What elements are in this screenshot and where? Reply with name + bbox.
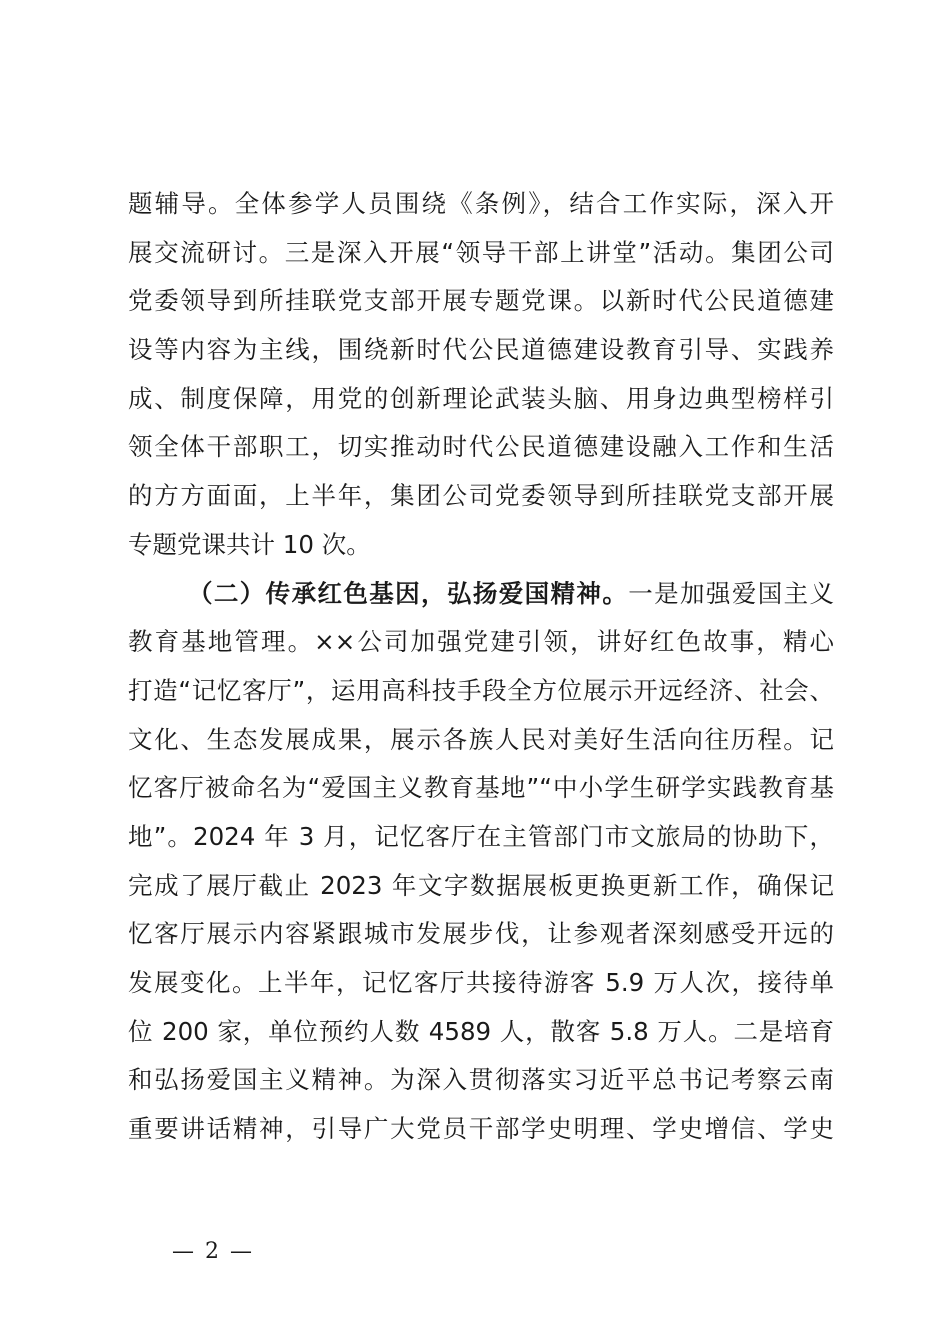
- text-line: 党委领导到所挂联党支部开展专题党课。以新时代公民道德建: [128, 286, 834, 316]
- text-line: 成、制度保障，用党的创新理论武装头脑、用身边典型榜样引: [128, 383, 834, 413]
- text-line: 地”。2024 年 3 月，记忆客厅在主管部门市文旅局的协助下，: [128, 821, 834, 851]
- text-line: 题辅导。全体参学人员围绕《条例》，结合工作实际，深入开: [128, 189, 834, 218]
- section-first-line-text: 一是加强爱国主义: [628, 578, 835, 608]
- body-text: [128, 180, 834, 1154]
- text-line: 完成了展厅截止 2023 年文字数据展板更换更新工作，确保记: [128, 870, 834, 900]
- page-number: — 2 —: [172, 1239, 254, 1264]
- text-line: 文化、生态发展成果，展示各族人民对美好生活向往历程。记: [128, 724, 834, 754]
- section-heading: （二）传承红色基因，弘扬爱国精神。: [188, 578, 629, 608]
- text-line: 位 200 家，单位预约人数 4589 人，散客 5.8 万人。二是培育: [128, 1016, 834, 1046]
- text-line: 发展变化。上半年，记忆客厅共接待游客 5.9 万人次，接待单: [128, 968, 834, 997]
- section-first-line: [128, 570, 834, 619]
- text-line: 设等内容为主线，围绕新时代公民道德建设教育引导、实践养: [128, 335, 834, 365]
- text-line: 专题党课共计 10 次。: [128, 529, 371, 559]
- text-line: 忆客厅被命名为“爱国主义教育基地”“中小学生研学实践教育基: [128, 773, 834, 803]
- text-line: 重要讲话精神，引导广大党员干部学史明理、学史增信、学史: [128, 1114, 834, 1144]
- text-line: 忆客厅展示内容紧跟城市发展步伐，让参观者深刻感受开远的: [128, 919, 834, 949]
- text-line: 展交流研讨。三是深入开展“领导干部上讲堂”活动。集团公司: [128, 237, 834, 267]
- text-line: 打造“记忆客厅”，运用高科技手段全方位展示开远经济、社会、: [128, 675, 834, 705]
- text-line: 教育基地管理。××公司加强党建引领，讲好红色故事，精心: [128, 627, 834, 657]
- text-line: 的方方面面，上半年，集团公司党委领导到所挂联党支部开展: [128, 481, 834, 511]
- text-line: 和弘扬爱国主义精神。为深入贯彻落实习近平总书记考察云南: [128, 1065, 834, 1095]
- text-line: 领全体干部职工，切实推动时代公民道德建设融入工作和生活: [128, 432, 834, 462]
